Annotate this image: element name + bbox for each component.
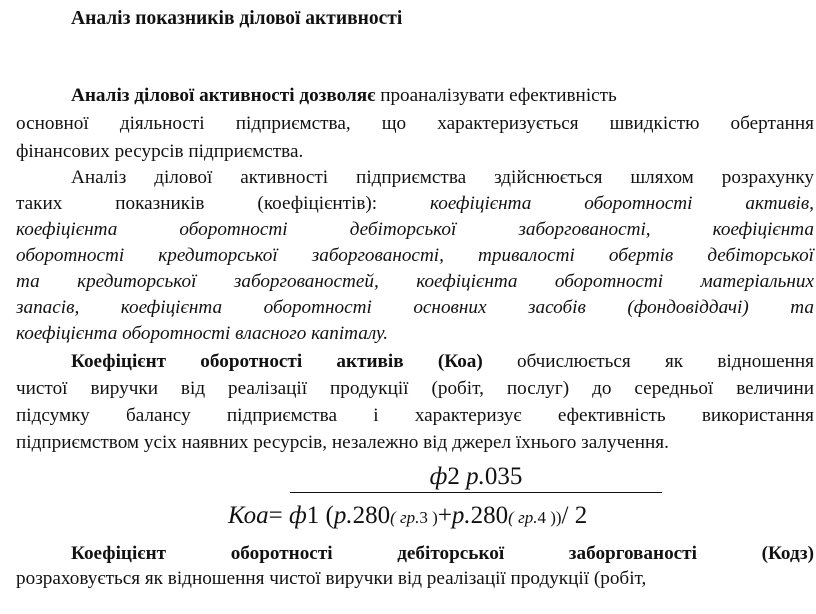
text: проаналізувати ефективність [375,85,617,106]
paragraph-2-line-2 [16,192,814,216]
paragraph-2-line-5: та кредиторської заборгованостей, коефіцієнта оборотності матеріальних [16,271,814,292]
paragraph-2-line-7: коефіцієнта оборотності власного капіталу. [16,323,389,344]
text: таких показників (коефіцієнтів): [16,193,431,214]
paragraph-1-line-3: фінансових ресурсів підприємства. [16,141,304,162]
formula-lhs: Коа [228,502,269,529]
paragraph-1-line-1 [71,84,816,108]
paragraph-4-line-1: Коефіцієнт оборотності дебіторської заборгованості (Кодз) [71,543,814,564]
section-title: Аналіз показників ділової активності [71,8,403,29]
paragraph-3-line-3: підсумку балансу підприємства і характеризує ефективність використання [16,405,814,426]
paragraph-1-line-2: основної діяльності підприємства, що характеризується швидкістю обертання [16,113,814,134]
paragraph-2-line-1: Аналіз ділової активності підприємства здійснюється шляхом розрахунку [71,167,814,188]
text: обчислюється як відношення [482,351,814,372]
paragraph-3-line-1 [71,350,814,374]
paragraph-2-line-3: коефіцієнта оборотності дебіторської заборгованості, коефіцієнта [16,219,814,240]
term-business-activity: Аналіз ділової активності дозволяє [71,85,376,106]
paragraph-4-line-2: розраховується як відношення чистої виручки від реалізації продукції (робіт, [16,568,647,589]
paragraph-2-line-4: оборотності кредиторської заборгованості, тривалості обертів дебіторської [16,245,814,266]
paragraph-3-line-2: чистої виручки від реалізації продукції (робіт, послуг) до середньої величини [16,378,814,399]
paragraph-2-line-6: запасів, коефіцієнта оборотності основних засобів (фондовіддачі) та [16,297,814,318]
formula-numerator: ф2 р.035 [290,462,662,493]
italic-text: коефіцієнта оборотності активів, [430,193,814,214]
term-asset-turnover: Коефіцієнт оборотності активів (Коа) [71,351,483,372]
paragraph-3-line-4: підприємством усіх наявних ресурсів, незалежно від джерел їхнього залучення. [16,432,669,453]
formula-denominator: Коа= ф1 (р.280( гр.3 )+р.280( гр.4 ))/ 2 [228,502,588,529]
